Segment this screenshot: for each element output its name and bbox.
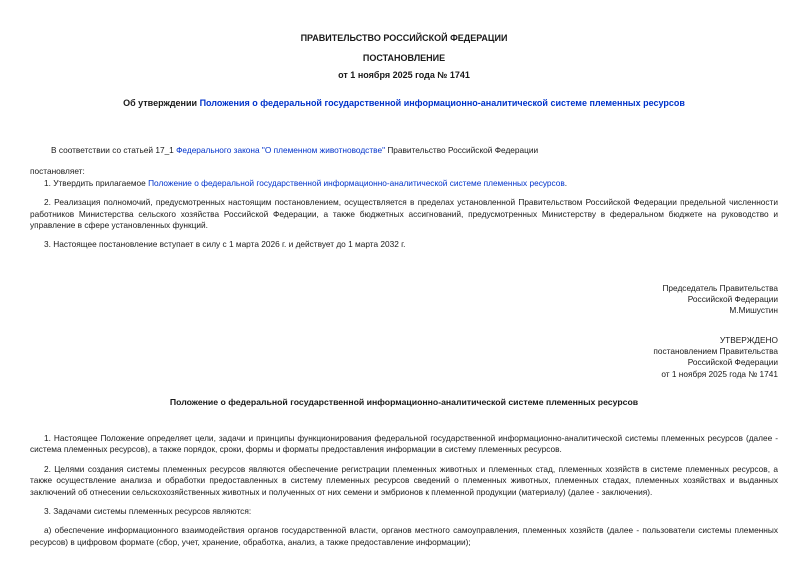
approval-org-line: Российской Федерации	[687, 357, 778, 368]
resolves-label: постановляет:	[30, 166, 85, 177]
preamble-text-before: В соответствии со статьей 17_1	[51, 145, 177, 155]
regulation-paragraph-3: 3. Задачами системы племенных ресурсов являются:	[44, 505, 252, 516]
approval-date-number: от 1 ноября 2025 года № 1741	[661, 368, 778, 379]
item-1-text-before: 1. Утвердить прилагаемое	[44, 177, 149, 188]
gov-header-line: ПРАВИТЕЛЬСТВО РОССИЙСКОЙ ФЕДЕРАЦИИ	[300, 33, 508, 43]
regulation-paragraph-3a: а) обеспечение информационного взаимодействия органов государственной власти, органов местного самоуправления, племенных хозяйств (далее - пользователи системы племенных ресурсов) в цифровом формате (сбор, учет, хранение, обработка, анализ, а также предоставление информации);	[30, 525, 778, 547]
signature-block	[30, 283, 778, 317]
approval-by-line: постановлением Правительства	[653, 346, 778, 357]
approval-label: УТВЕРЖДЕНО	[719, 334, 778, 345]
preamble-paragraph	[30, 145, 778, 156]
decree-item-1	[30, 178, 778, 189]
federal-law-link[interactable]: Федерального закона "О племенном животноводстве"	[176, 145, 386, 155]
decree-title	[30, 97, 778, 109]
approval-block	[30, 335, 778, 380]
doc-date-number-line: от 1 ноября 2025 года № 1741	[338, 70, 470, 80]
signature-name: М.Мишустин	[729, 305, 778, 316]
decree-item-3: 3. Настоящее постановление вступает в силу с 1 марта 2026 г. и действует до 1 марта 2032 г.	[44, 239, 406, 250]
decree-item-2: 2. Реализация полномочий, предусмотренных настоящим постановлением, осуществляется в пределах установленной Правительством Российской Федерации предельной численности работников Министерства сельского хозяйства Российской Федерации, а также бюджетных ассигнований, предусмотренных Министерству в федеральном бюджете на руководство и управление в сфере установленных функций.	[30, 197, 778, 231]
regulation-heading: Положение о федеральной государственной информационно-аналитической системе племенных ресурсов	[169, 396, 639, 407]
signature-position-line: Председатель Правительства	[662, 282, 778, 293]
doc-type-line: ПОСТАНОВЛЕНИЕ	[362, 53, 446, 63]
preamble-text-after: Правительство Российской Федерации	[385, 145, 539, 155]
regulation-paragraph-2: 2. Целями создания системы племенных ресурсов являются обеспечение регистрации племенных животных и племенных стад, племенных хозяйств в системе племенных ресурсов, а также осуществление анализа и обработки предоставленных в систему племенных ресурсов сведений о племенных животных, племенных стадах, племенных хозяйствах и выданных заключений об отнесении сельскохозяйственных животных и полученных от них семени и эмбрионов к племенной продукции (материалу) (далее - заключения).	[30, 463, 778, 497]
regulation-paragraph-1: 1. Настоящее Положение определяет цели, задачи и принципы функционирования федеральной государственной информационно-аналитической системы племенных ресурсов (далее - система племенных ресурсов), а также порядок, сроки, формы и форматы предоставления информации в систему племенных ресурсов.	[30, 432, 778, 455]
regulation-attachment-link[interactable]: Положение о федеральной государственной информационно-аналитической системе племенных ресурсов	[148, 177, 565, 188]
decree-title-prefix: Об утверждении	[123, 98, 200, 108]
signature-org-line: Российской Федерации	[687, 294, 778, 305]
decree-title-regulation-link[interactable]: Положения о федеральной государственной информационно-аналитической системе племенных ресурсов	[199, 98, 685, 108]
item-1-text-after: .	[564, 177, 568, 188]
